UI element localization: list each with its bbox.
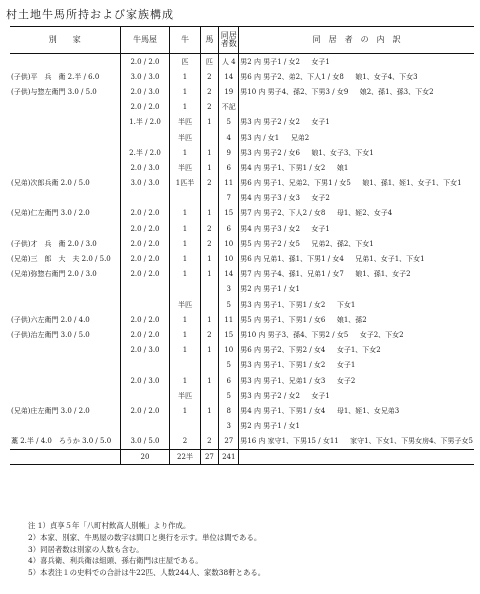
table-body [10,54,474,450]
row-yard: 2.0 / 2.0 [120,54,170,70]
row-members: 5 [219,297,239,312]
header-branch: 別 家 [10,27,120,54]
row-detail: 男3 内 / 女1 兄弟2 [239,130,474,145]
row-cow: 半匹 [170,388,200,403]
row-branch: (子供)六左衛門 2.0 / 4.0 [11,315,90,324]
row-branch [10,115,120,130]
row-yard: 2.0 / 2.0 [120,251,170,266]
row-detail: 男6 内 男子1、兄弟2、下男1 / 女5 娘1、孫1、姪1、女子1、下女1 [239,176,474,191]
row-branch [10,145,120,160]
row-horse: 1 [200,115,219,130]
table-row [10,358,474,373]
row-yard: 2.0 / 2.0 [120,236,170,251]
row-branch: (子供)与惣左衛門 3.0 / 5.0 [11,87,97,96]
table-row [10,327,474,342]
row-horse: 1 [200,145,219,160]
row-members: 11 [219,312,239,327]
table-row [10,267,474,282]
header-yard: 牛馬屋 [120,27,170,54]
row-cow: 1 [170,267,200,282]
row-cow: 2 [170,434,200,450]
row-members: 14 [219,267,239,282]
row-horse [200,388,219,403]
row-detail: 男7 内 男子2、下人2 / 女8 母1、姪2、女子4 [239,206,474,221]
row-members: 19 [219,84,239,99]
row-members: 4 [219,130,239,145]
table-row [10,145,474,160]
row-branch [10,373,120,388]
row-branch [10,160,120,175]
table-row [10,191,474,206]
row-yard: 2.0 / 2.0 [120,312,170,327]
header-detail: 同 居 者 の 内 訳 [239,27,474,54]
row-horse: 2 [200,84,219,99]
row-members: 9 [219,145,239,160]
table-row [10,251,474,266]
row-horse: 2 [200,100,219,115]
row-horse: 2 [200,176,219,191]
row-horse: 1 [200,206,219,221]
row-branch: (兄弟)仁左衛門 3.0 / 2.0 [11,209,90,218]
row-branch [10,191,120,206]
row-cow: 1 [170,221,200,236]
row-yard [120,282,170,297]
table-row [10,100,474,115]
table-row [10,282,474,297]
row-members: 3 [219,419,239,434]
row-yard: 2.0 / 2.0 [120,221,170,236]
row-detail: 男3 内 男子1、下男1 / 女2 女子1 [239,358,474,373]
row-yard: 2.0 / 2.0 [120,327,170,342]
row-yard [120,130,170,145]
row-cow: 1 [170,343,200,358]
row-horse: 2 [200,236,219,251]
row-yard: 2.0 / 2.0 [120,403,170,418]
row-detail: 男4 内 男子1、下男1 / 女4 母1、姪1、女兄弟3 [239,403,474,418]
row-members: 7 [219,191,239,206]
row-detail: 男4 内 男子3 / 女3 女子2 [239,191,474,206]
table-row [10,221,474,236]
row-branch: (子供)平 兵 衛 2.半 / 6.0 [11,72,100,81]
row-detail: 男2 内 男子1 / 女1 [239,282,474,297]
table-row [10,434,474,450]
table-title: 村土地牛馬所持および家族構成 [6,8,174,21]
table-row [10,206,474,221]
row-cow: 1 [170,251,200,266]
row-branch [10,419,120,434]
row-members: 不記 [219,100,239,115]
row-detail: 男6 内 兄弟1、孫1、下男1 / 女4 兄弟1、女子1、下女1 [239,251,474,266]
note-5: 5）本表注１の史料での合計は牛22匹、人数244人、家数38軒とある。 [28,568,266,578]
row-yard: 3.0 / 5.0 [120,434,170,450]
row-cow: 1 [170,236,200,251]
row-horse: 2 [200,434,219,450]
row-cow: 半匹 [170,115,200,130]
table-row [10,297,474,312]
row-cow: 1 [170,206,200,221]
table-row [10,388,474,403]
row-branch: (子供)治左衛門 3.0 / 5.0 [11,330,90,339]
row-detail: 男5 内 男子1、下男1 / 女6 娘1、孫2 [239,312,474,327]
row-horse: 1 [200,312,219,327]
total-horse: 27 [200,449,219,464]
row-members: 10 [219,343,239,358]
row-yard [120,191,170,206]
row-yard: 2.0 / 3.0 [120,84,170,99]
row-yard [120,388,170,403]
row-members: 15 [219,206,239,221]
row-horse [200,282,219,297]
note-4: 4）喜兵衛、利兵衛は組頭、孫右衛門は庄屋である。 [28,556,203,566]
table-row [10,419,474,434]
row-cow: 半匹 [170,130,200,145]
row-branch [10,54,120,70]
row-yard: 2.0 / 2.0 [120,206,170,221]
total-cow: 22半 [170,449,200,464]
row-yard: 2.半 / 2.0 [120,145,170,160]
table-row [10,343,474,358]
total-detail-cell [239,449,474,464]
table-row [10,130,474,145]
row-yard: 3.0 / 3.0 [120,176,170,191]
row-horse: 1 [200,267,219,282]
row-horse [200,191,219,206]
table-row [10,160,474,175]
row-cow: 1 [170,84,200,99]
row-yard: 2.0 / 2.0 [120,267,170,282]
row-branch: (兄弟)庄左衛門 3.0 / 2.0 [11,406,90,415]
row-detail: 男6 内 男子2、下男2 / 女4 女子1、下女2 [239,343,474,358]
row-members: 10 [219,251,239,266]
row-yard: 2.0 / 2.0 [120,100,170,115]
row-detail: 男2 内 男子1 / 女1 [239,419,474,434]
row-detail: 男7 内 男子4、孫1、兄弟1 / 女7 娘1、孫1、女子2 [239,267,474,282]
row-yard: 2.0 / 3.0 [120,373,170,388]
row-detail: 男3 内 男子2 / 女6 娘1、女子3、下女1 [239,145,474,160]
row-yard: 1.半 / 2.0 [120,115,170,130]
row-members: 14 [219,69,239,84]
row-yard [120,419,170,434]
row-members: 6 [219,373,239,388]
row-detail: 男3 内 男子1、下男1 / 女2 下女1 [239,297,474,312]
row-members: 10 [219,236,239,251]
row-branch [10,388,120,403]
row-cow: 半匹 [170,297,200,312]
table-row [10,176,474,191]
row-branch [10,358,120,373]
table-row [10,403,474,418]
row-branch [10,297,120,312]
table-row [10,84,474,99]
row-detail: 男10 内 男子3、孫4、下男2 / 女5 女子2、下女2 [239,327,474,342]
row-horse [200,419,219,434]
row-detail: 男5 内 男子2 / 女5 兄弟2、孫2、下女1 [239,236,474,251]
row-detail: 男4 内 男子1、下男1 / 女2 娘1 [239,160,474,175]
table-row [10,236,474,251]
row-horse: 1 [200,160,219,175]
row-cow: 1 [170,145,200,160]
row-branch [10,343,120,358]
row-cow: 匹 [170,54,200,70]
table-header-row [10,27,474,54]
row-branch: (兄弟)次郎兵衛 2.0 / 5.0 [11,179,90,188]
table-row [10,69,474,84]
row-members: 5 [219,115,239,130]
row-detail [239,100,474,115]
table-row [10,373,474,388]
total-row [10,449,474,464]
notes [28,520,265,579]
row-members: 8 [219,403,239,418]
row-horse: 匹 [200,54,219,70]
row-horse: 2 [200,221,219,236]
row-cow: 1 [170,69,200,84]
table-row [10,115,474,130]
row-horse [200,130,219,145]
row-detail: 男16 内 家守1、下男15 / 女11 家守1、下女1、下男女房4、下男子女5 [239,434,474,450]
row-cow [170,191,200,206]
row-branch: (子供)才 兵 衛 2.0 / 3.0 [11,239,97,248]
row-members: 15 [219,327,239,342]
row-cow: 1匹半 [170,176,200,191]
row-detail: 男3 内 男子2 / 女2 女子1 [239,388,474,403]
row-branch [10,221,120,236]
row-horse: 2 [200,327,219,342]
row-members: 3 [219,282,239,297]
row-members: 6 [219,160,239,175]
row-yard: 2.0 / 3.0 [120,160,170,175]
row-detail: 男3 内 男子2 / 女2 女子1 [239,115,474,130]
table-row [10,312,474,327]
row-cow [170,358,200,373]
row-horse [200,358,219,373]
family-table [10,26,474,465]
note-2: 2）本家、別家、牛馬屋の数字は間口と奥行を示す。単位は間である。 [28,532,262,542]
row-yard [120,358,170,373]
row-members: 5 [219,358,239,373]
row-horse: 1 [200,373,219,388]
row-detail: 男4 内 男子3 / 女2 女子1 [239,221,474,236]
row-detail: 男3 内 男子1、兄弟1 / 女3 女子2 [239,373,474,388]
row-horse: 1 [200,343,219,358]
row-members: 6 [219,221,239,236]
row-members: 人 4 [219,54,239,70]
note-1: 注 1）貞享５年「八町村飲高人別帳」より作成。 [28,521,191,530]
row-branch [10,282,120,297]
row-members: 11 [219,176,239,191]
total-yard: 20 [120,449,170,464]
row-branch [10,100,120,115]
row-yard: 3.0 / 3.0 [120,69,170,84]
row-branch [10,130,120,145]
header-members: 同居者数 [219,27,239,54]
row-cow: 1 [170,403,200,418]
header-cow: 牛 [170,27,200,54]
row-cow: 1 [170,327,200,342]
row-branch: 藁 2.半 / 4.0 ろうか 3.0 / 5.0 [11,437,112,446]
row-cow: 半匹 [170,160,200,175]
table-row [10,54,474,70]
row-horse: 1 [200,403,219,418]
row-branch: (兄弟)三 郎 大 夫 2.0 / 5.0 [11,255,111,263]
total-members: 241 [219,449,239,464]
row-branch: (兄弟)弥惣右衛門 2.0 / 3.0 [11,270,97,279]
row-cow [170,419,200,434]
note-3: 3）同居者数は別家の人数も含む。 [28,544,144,554]
row-cow: 1 [170,373,200,388]
row-detail: 男2 内 男子1 / 女2 女子1 [239,54,474,70]
row-yard [120,297,170,312]
row-detail: 男6 内 男子2、弟2、下人1 / 女8 娘1、女子4、下女3 [239,69,474,84]
total-label-cell [10,449,120,464]
row-cow: 1 [170,312,200,327]
header-horse: 馬 [200,27,219,54]
row-horse: 2 [200,69,219,84]
row-cow: 1 [170,100,200,115]
row-cow [170,282,200,297]
row-members: 5 [219,388,239,403]
row-members: 27 [219,434,239,450]
row-horse: 1 [200,251,219,266]
row-yard: 2.0 / 3.0 [120,343,170,358]
row-detail: 男10 内 男子4、孫2、下男3 / 女9 娘2、孫1、孫3、下女2 [239,84,474,99]
row-horse [200,297,219,312]
